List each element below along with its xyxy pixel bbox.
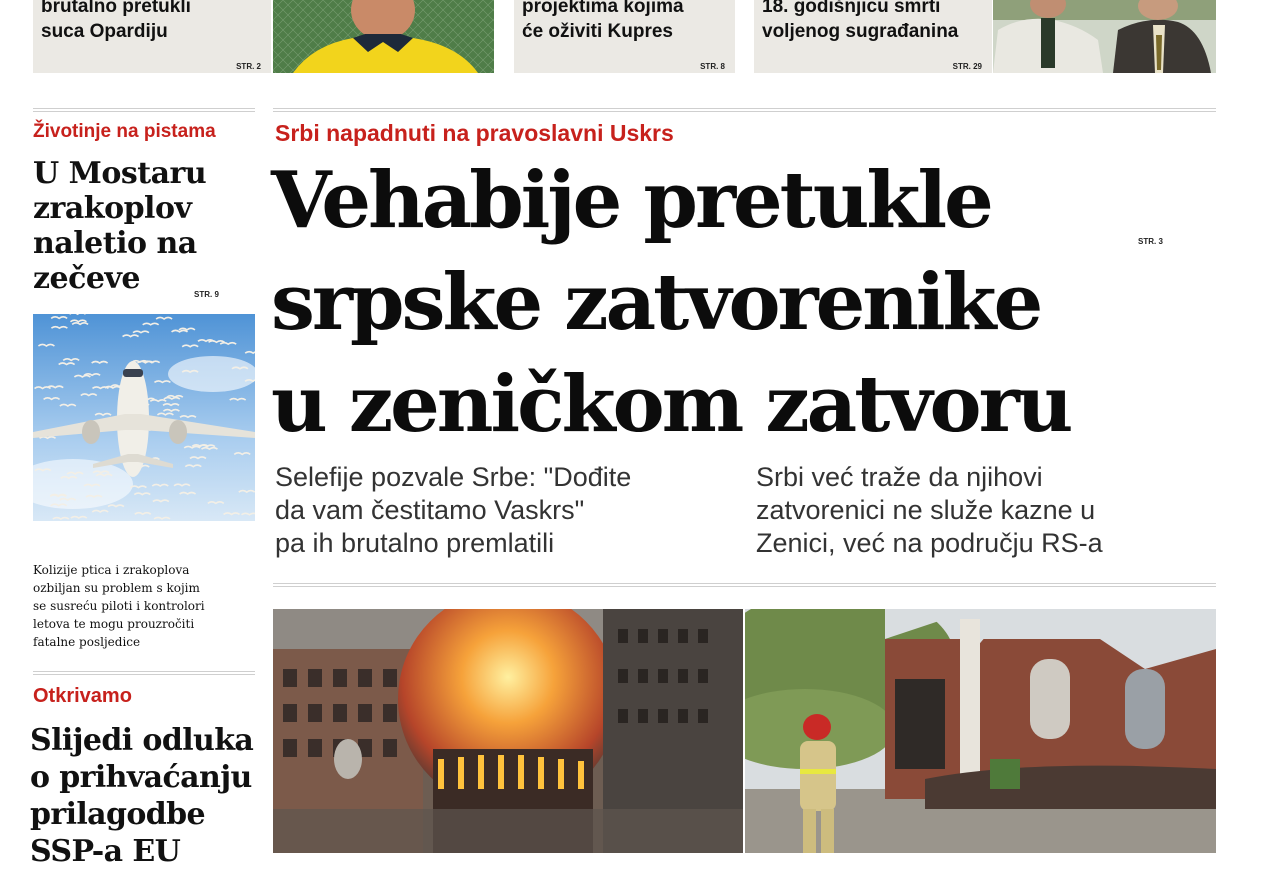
teaser-2-text: projektima kojima će oživiti Kupres (522, 0, 684, 42)
teaser-3-photo (993, 0, 1216, 73)
teaser-1-page-ref: STR. 2 (236, 62, 261, 71)
divider-sidebar-mid (33, 671, 255, 675)
sidebar-story1-kicker: Životinje na pistama (33, 121, 216, 142)
sidebar-story1-caption: Kolizije ptica i zrakoplova ozbiljan su problem s kojim se susreću piloti i kontrolori letova te mogu prouzročiti fatalne posljedice (33, 563, 205, 649)
divider-main-bottom (273, 583, 1216, 587)
sidebar-story1-page-ref: STR. 9 (194, 290, 219, 299)
teaser-box-3[interactable] (754, 0, 992, 73)
airplane-birds-photo (33, 314, 255, 521)
teaser-1-text: brutalno pretukli suca Opardiju (41, 0, 191, 42)
main-deck-right: Srbi već traže da njihovi zatvorenici ne služe kazne u Zenici, već na području RS-a (756, 462, 1103, 558)
main-story-page-ref: STR. 3 (1138, 237, 1163, 246)
teaser-3-text: 18. godišnjicu smrti voljenog sugrađanina (762, 0, 959, 42)
teaser-1-photo (273, 0, 494, 73)
burned-church-ruins-photo (745, 609, 1216, 853)
teaser-3-page-ref: STR. 29 (952, 62, 982, 71)
main-headline[interactable]: Vehabije pretukle srpske zatvorenike u zeničkom zatvoru (271, 155, 1071, 450)
church-fire-photo (273, 609, 743, 853)
sidebar-story1-headline[interactable]: U Mostaru zrakoplov naletio na zečeve (33, 156, 207, 296)
divider-sidebar-top (33, 108, 255, 112)
teaser-2-page-ref: STR. 8 (700, 62, 725, 71)
main-deck-left: Selefije pozvale Srbe: "Dođite da vam čestitamo Vaskrs" pa ih brutalno premlatili (275, 462, 632, 558)
sidebar-story2-kicker: Otkrivamo (33, 685, 132, 707)
teaser-box-2[interactable] (514, 0, 735, 73)
sidebar-story2-headline[interactable]: Slijedi odluka o prihvaćanju prilagodbe SSP-a EU (30, 723, 254, 869)
divider-main-top (273, 108, 1216, 112)
teaser-box-1[interactable] (33, 0, 271, 73)
main-story-kicker: Srbi napadnuti na pravoslavni Uskrs (275, 120, 674, 146)
